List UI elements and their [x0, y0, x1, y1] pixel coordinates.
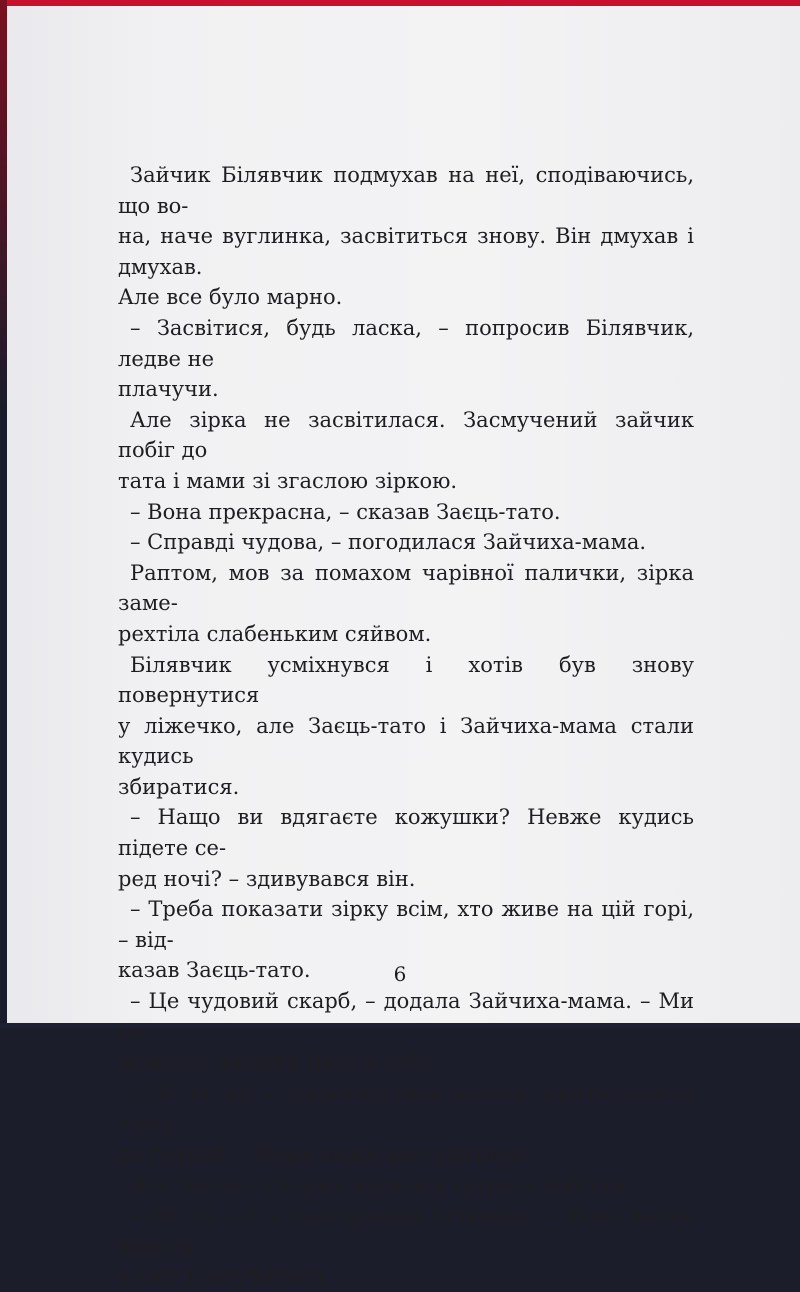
paragraph: – Ні, ні, ні! – запротестував зайчик, притискаючи зірку до грудей. – Вона може застудитися!: [118, 1080, 694, 1166]
paragraph: Але Заєць-тато уже взувся в хутряні чобітки.: [130, 1172, 633, 1197]
page-text: [118, 160, 694, 1292]
paragraph: – Нащо ви вдягаєте кожушки? Невже кудись підете се- ред ночі? – здивувався він.: [118, 805, 694, 891]
cover-edge-top: [0, 0, 800, 6]
paragraph: – Засвітися, будь ласка, – попросив Білявчик, ледве не плачучи.: [118, 315, 694, 402]
paragraph: Білявчик усміхнувся і хотів був знову повернутися у ліжечко, але Заєць-тато і Зайчиха-мама стали кудись збиратися.: [118, 652, 694, 799]
paragraph: Раптом, мов за помахом чарівної палички, зірка заме- рехтіла слабеньким сяйвом.: [118, 560, 694, 646]
paragraph: – Ні, ні, ні! – повторював Білявчик. – Вона може впасти в сніг і загубитися.: [118, 1203, 694, 1289]
page-number: 6: [393, 962, 407, 986]
paragraph: – Справді чудова, – погодилася Зайчиха-мама.: [130, 530, 647, 555]
cover-edge-left: [0, 0, 7, 1028]
paragraph: – Треба показати зірку всім, хто живе на цій горі, – від- казав Заєць-тато.: [118, 897, 694, 983]
paragraph: – Це чудовий скарб, – додала Зайчиха-мама. – Ми не можемо лишити його в себе.: [118, 989, 694, 1075]
paragraph: – Вона прекрасна, – сказав Заєць-тато.: [130, 499, 561, 524]
paragraph: Але зірка не засвітилася. Засмучений зайчик побіг до тата і мами зі згаслою зіркою.: [118, 407, 694, 493]
paragraph: Зайчик Білявчик подмухав на неї, сподіваючись, що во- на, наче вуглинка, засвітиться знову. Він дмухав і дмухав. Але все було марно.: [118, 163, 694, 310]
